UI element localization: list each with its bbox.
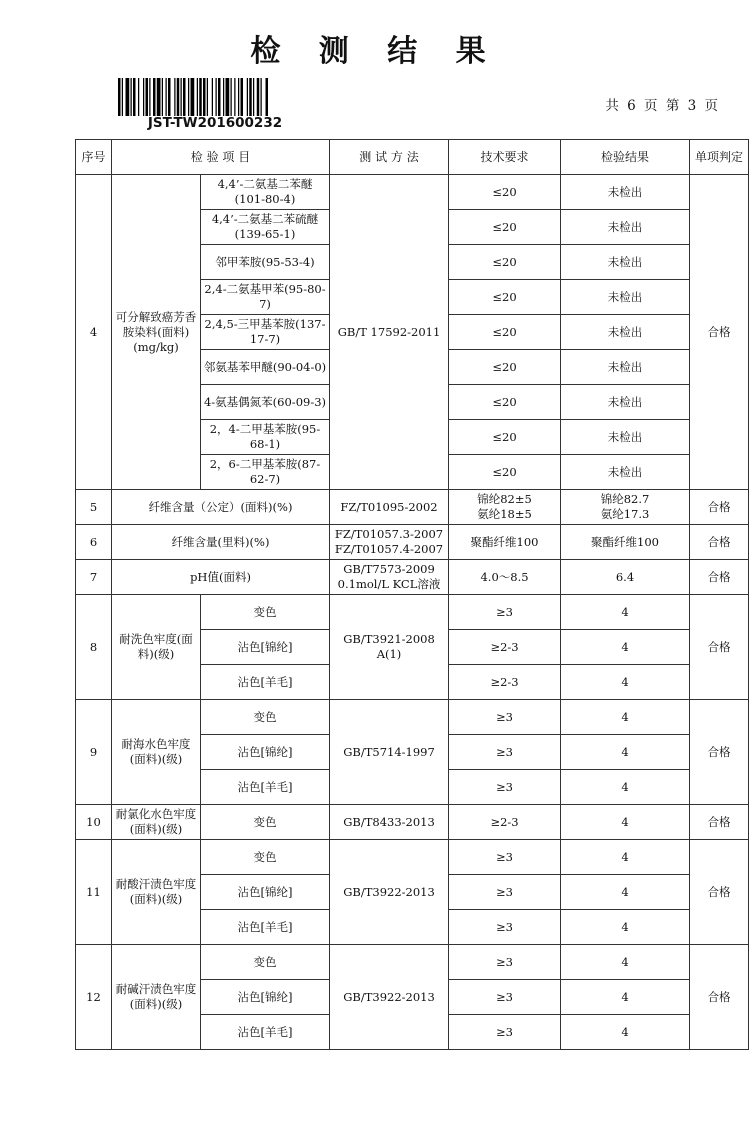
result: 聚酯纤维100 — [561, 525, 690, 560]
result: 未检出 — [561, 175, 690, 210]
verdict: 合格 — [690, 700, 749, 805]
header-method: 测 试 方 法 — [330, 140, 449, 175]
sub-item: 沾色[锦纶] — [201, 980, 330, 1015]
result: 4 — [561, 595, 690, 630]
sub-item: 变色 — [201, 945, 330, 980]
table-row — [76, 805, 749, 840]
method-line: A(1) — [376, 647, 402, 661]
requirement: ≥3 — [449, 945, 561, 980]
requirement: ≥3 — [449, 910, 561, 945]
requirement: ≥3 — [449, 840, 561, 875]
test-method — [330, 560, 449, 595]
requirement: ≥2-3 — [449, 665, 561, 700]
test-item: 可分解致癌芳香胺染料(面料)(mg/kg) — [112, 175, 201, 490]
verdict: 合格 — [690, 560, 749, 595]
result: 4 — [561, 945, 690, 980]
test-method: GB/T 17592-2011 — [330, 175, 449, 490]
requirement: ≥3 — [449, 700, 561, 735]
result: 4 — [561, 875, 690, 910]
header-requirement: 技术要求 — [449, 140, 561, 175]
table-row — [76, 595, 749, 630]
requirement: ≥3 — [449, 1015, 561, 1050]
result: 未检出 — [561, 420, 690, 455]
row-number: 9 — [76, 700, 112, 805]
table-header-row — [76, 140, 749, 175]
test-item: 纤维含量(里料)(%) — [112, 525, 330, 560]
result: 4 — [561, 665, 690, 700]
test-item: 耐氯化水色牢度(面料)(级) — [112, 805, 201, 840]
header-no: 序号 — [76, 140, 112, 175]
test-method: GB/T8433-2013 — [330, 805, 449, 840]
sub-item: 沾色[羊毛] — [201, 1015, 330, 1050]
test-method — [330, 525, 449, 560]
requirement: ≤20 — [449, 210, 561, 245]
requirement: 聚酯纤维100 — [449, 525, 561, 560]
test-item: 耐碱汗渍色牢度(面料)(级) — [112, 945, 201, 1050]
method-line: FZ/T01057.3-2007 — [334, 527, 444, 541]
barcode-image — [118, 78, 312, 116]
requirement: ≤20 — [449, 280, 561, 315]
sub-item: 沾色[羊毛] — [201, 770, 330, 805]
result-line: 锦纶82.7 — [600, 492, 650, 506]
requirement-line: 锦纶82±5 — [477, 492, 532, 506]
sub-item: 沾色[锦纶] — [201, 875, 330, 910]
row-number: 5 — [76, 490, 112, 525]
result: 未检出 — [561, 385, 690, 420]
result: 4 — [561, 700, 690, 735]
sub-item: 沾色[锦纶] — [201, 630, 330, 665]
result: 4 — [561, 910, 690, 945]
test-method: GB/T3922-2013 — [330, 945, 449, 1050]
requirement: ≤20 — [449, 315, 561, 350]
table-row — [76, 490, 749, 525]
row-number: 12 — [76, 945, 112, 1050]
result: 未检出 — [561, 280, 690, 315]
requirement: ≤20 — [449, 245, 561, 280]
result: 未检出 — [561, 455, 690, 490]
result: 未检出 — [561, 350, 690, 385]
sub-item: 沾色[锦纶] — [201, 735, 330, 770]
result — [561, 490, 690, 525]
test-item: 耐海水色牢度(面料)(级) — [112, 700, 201, 805]
requirement: ≥3 — [449, 875, 561, 910]
sub-item: 2,4,5-三甲基苯胺(137-17-7) — [201, 315, 330, 350]
result: 未检出 — [561, 210, 690, 245]
sub-item: 4,4’-二氨基二苯硫醚(139-65-1) — [201, 210, 330, 245]
header-result: 检验结果 — [561, 140, 690, 175]
method-line: GB/T7573-2009 — [343, 562, 435, 576]
sub-item: 2,4-二氨基甲苯(95-80-7) — [201, 280, 330, 315]
verdict: 合格 — [690, 595, 749, 700]
sub-item: 沾色[羊毛] — [201, 665, 330, 700]
test-method: GB/T5714-1997 — [330, 700, 449, 805]
verdict: 合格 — [690, 945, 749, 1050]
requirement-line: 氨纶18±5 — [477, 507, 532, 521]
table-row — [76, 525, 749, 560]
page-info: 共 6 页 第 3 页 — [605, 98, 720, 114]
test-method: GB/T3922-2013 — [330, 840, 449, 945]
requirement: ≤20 — [449, 350, 561, 385]
row-number: 11 — [76, 840, 112, 945]
requirement: ≥3 — [449, 980, 561, 1015]
sub-item: 2，6-二甲基苯胺(87-62-7) — [201, 455, 330, 490]
sub-item: 沾色[羊毛] — [201, 910, 330, 945]
result: 未检出 — [561, 315, 690, 350]
result: 4 — [561, 840, 690, 875]
test-item: 耐酸汗渍色牢度(面料)(级) — [112, 840, 201, 945]
sub-item: 变色 — [201, 595, 330, 630]
test-item: 纤维含量（公定）(面料)(%) — [112, 490, 330, 525]
verdict: 合格 — [690, 840, 749, 945]
sub-item: 邻氨基苯甲醚(90-04-0) — [201, 350, 330, 385]
table-row — [76, 840, 749, 875]
row-number: 4 — [76, 175, 112, 490]
result: 4 — [561, 770, 690, 805]
sub-item: 邻甲苯胺(95-53-4) — [201, 245, 330, 280]
row-number: 7 — [76, 560, 112, 595]
sub-item: 变色 — [201, 840, 330, 875]
requirement: ≥3 — [449, 735, 561, 770]
result: 4 — [561, 1015, 690, 1050]
report-title: 检 测 结 果 — [250, 34, 500, 69]
requirement: ≤20 — [449, 175, 561, 210]
table-row — [76, 700, 749, 735]
test-results-table — [75, 139, 749, 1050]
verdict: 合格 — [690, 490, 749, 525]
test-item: pH值(面料) — [112, 560, 330, 595]
requirement: ≥3 — [449, 770, 561, 805]
sub-item: 4-氨基偶氮苯(60-09-3) — [201, 385, 330, 420]
table-row — [76, 175, 749, 210]
header-verdict: 单项判定 — [690, 140, 749, 175]
verdict: 合格 — [690, 525, 749, 560]
test-method: FZ/T01095-2002 — [330, 490, 449, 525]
result: 4 — [561, 980, 690, 1015]
result-line: 氨纶17.3 — [600, 507, 650, 521]
requirement: ≥2-3 — [449, 805, 561, 840]
sub-item: 变色 — [201, 805, 330, 840]
requirement: ≥3 — [449, 595, 561, 630]
row-number: 10 — [76, 805, 112, 840]
table-row — [76, 560, 749, 595]
test-method — [330, 595, 449, 700]
requirement: 4.0～8.5 — [449, 560, 561, 595]
table-row — [76, 945, 749, 980]
method-line: 0.1mol/L KCL溶液 — [337, 577, 441, 591]
requirement: ≤20 — [449, 420, 561, 455]
requirement: ≥2-3 — [449, 630, 561, 665]
sub-item: 2，4-二甲基苯胺(95-68-1) — [201, 420, 330, 455]
requirement: ≤20 — [449, 455, 561, 490]
verdict: 合格 — [690, 175, 749, 490]
header-item: 检 验 项 目 — [112, 140, 330, 175]
report-number: JST-TW201600232 — [147, 115, 283, 131]
result: 4 — [561, 805, 690, 840]
method-line: FZ/T01057.4-2007 — [334, 542, 444, 556]
row-number: 8 — [76, 595, 112, 700]
result: 4 — [561, 630, 690, 665]
method-line: GB/T3921-2008 — [343, 632, 435, 646]
result: 未检出 — [561, 245, 690, 280]
sub-item: 4,4’-二氨基二苯醚(101-80-4) — [201, 175, 330, 210]
row-number: 6 — [76, 525, 112, 560]
requirement: ≤20 — [449, 385, 561, 420]
result: 6.4 — [561, 560, 690, 595]
sub-item: 变色 — [201, 700, 330, 735]
test-item: 耐洗色牢度(面料)(级) — [112, 595, 201, 700]
result: 4 — [561, 735, 690, 770]
verdict: 合格 — [690, 805, 749, 840]
requirement — [449, 490, 561, 525]
